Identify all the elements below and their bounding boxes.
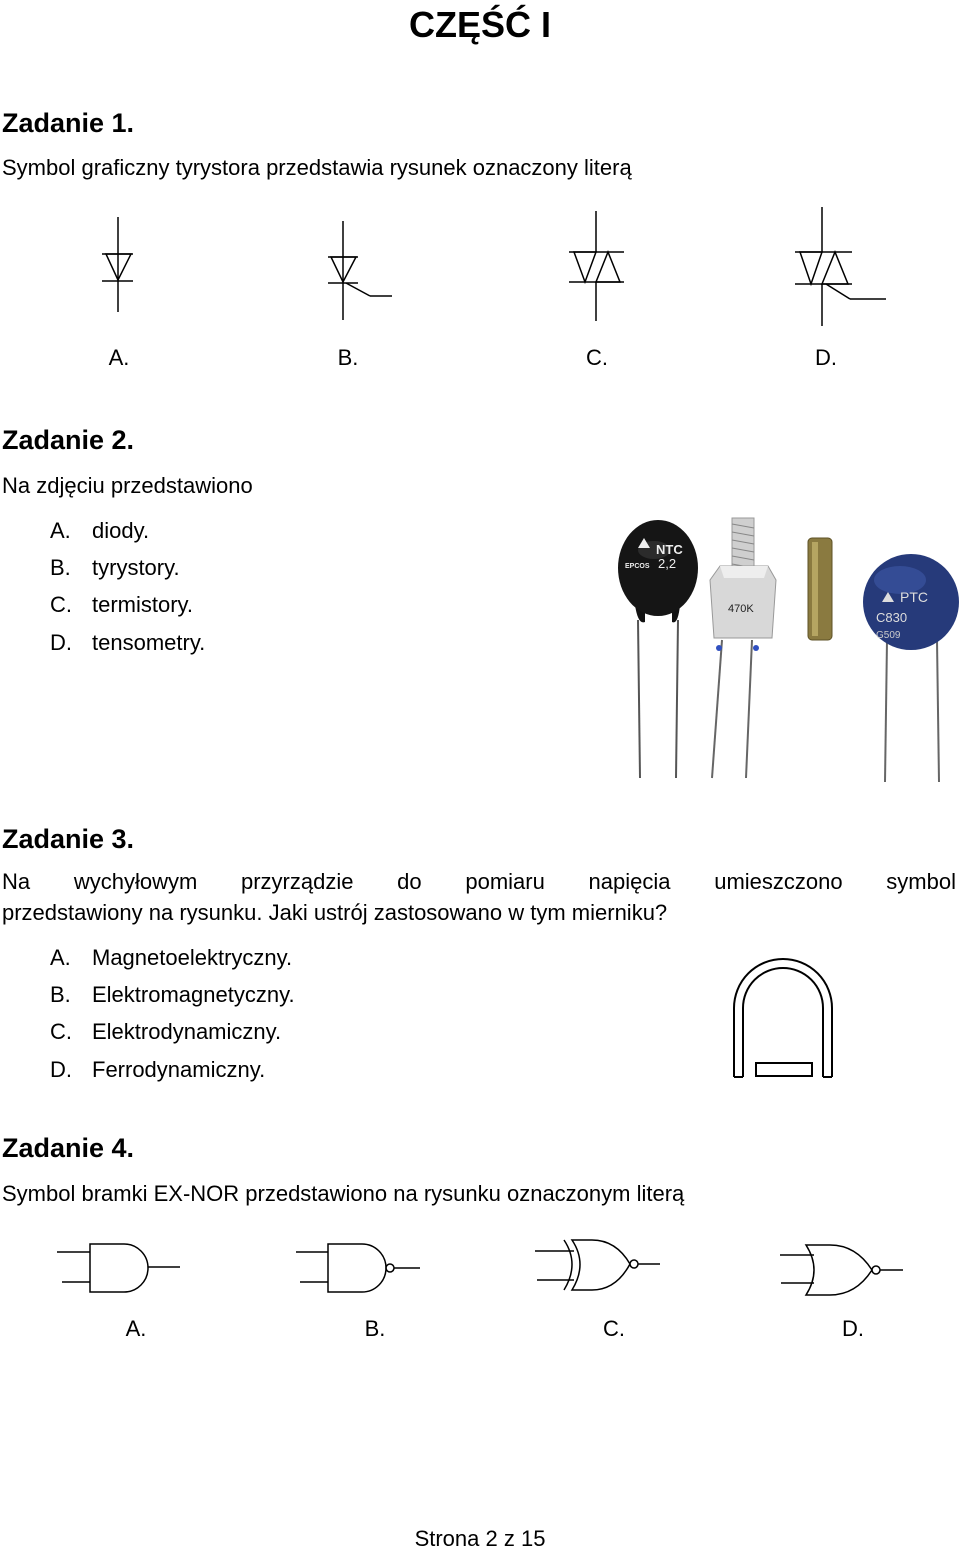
ptc-code-text: C830 — [876, 610, 908, 625]
task1-question: Symbol graficzny tyrystora przedstawia rysunek oznaczony literą — [2, 155, 632, 180]
task1-label-b: B. — [337, 345, 359, 370]
task4-label-c: C. — [603, 1316, 625, 1341]
task3-question-line2: przedstawiony na rysunku. Jaki ustrój zastosowano w tym mierniku? — [2, 900, 668, 925]
ntc-value-text: 2,2 — [658, 556, 677, 571]
task1-label-a: A. — [108, 345, 130, 370]
ptc-code2-text: G509 — [876, 630, 901, 641]
task4-question: Symbol bramki EX-NOR przedstawiono na rysunku oznaczonym literą — [2, 1181, 685, 1206]
metal-value-text: 470K — [728, 603, 754, 615]
option-text: tensometry. — [92, 630, 206, 655]
option-letter: D. — [50, 630, 72, 655]
task2-heading: Zadanie 2. — [2, 425, 135, 455]
ntc-type-text: NTC — [656, 542, 683, 557]
option-text: Elektrodynamiczny. — [92, 1019, 282, 1044]
task4-label-b: B. — [364, 1316, 386, 1341]
ptc-type-text: PTC — [900, 589, 928, 605]
task1-label-c: C. — [586, 345, 608, 370]
task3-heading: Zadanie 3. — [2, 824, 135, 854]
task1-heading: Zadanie 1. — [2, 108, 135, 138]
option-letter: B. — [50, 982, 71, 1007]
option-text: Ferrodynamiczny. — [92, 1057, 266, 1082]
task4-label-a: A. — [125, 1316, 147, 1341]
option-text: Elektromagnetyczny. — [92, 982, 295, 1007]
task4-label-d: D. — [842, 1316, 864, 1341]
task2-question: Na zdjęciu przedstawiono — [2, 473, 253, 498]
option-letter: A. — [50, 518, 71, 543]
option-letter: D. — [50, 1057, 72, 1082]
option-text: diody. — [92, 518, 150, 543]
option-letter: A. — [50, 945, 71, 970]
task4-heading: Zadanie 4. — [2, 1133, 135, 1163]
task1-label-d: D. — [815, 345, 837, 370]
option-letter: C. — [50, 592, 72, 617]
option-text: tyrystory. — [92, 555, 180, 580]
option-letter: B. — [50, 555, 71, 580]
page-footer: Strona 2 z 15 — [414, 1526, 546, 1551]
page-title: CZĘŚĆ I — [408, 4, 551, 45]
option-text: termistory. — [92, 592, 194, 617]
option-letter: C. — [50, 1019, 72, 1044]
option-text: Magnetoelektryczny. — [92, 945, 293, 970]
task3-question-line1: Na wychyłowym przyrządzie do pomiaru napięcia umieszczono symbol — [2, 869, 956, 894]
ntc-brand-text: EPCOS — [625, 563, 650, 570]
